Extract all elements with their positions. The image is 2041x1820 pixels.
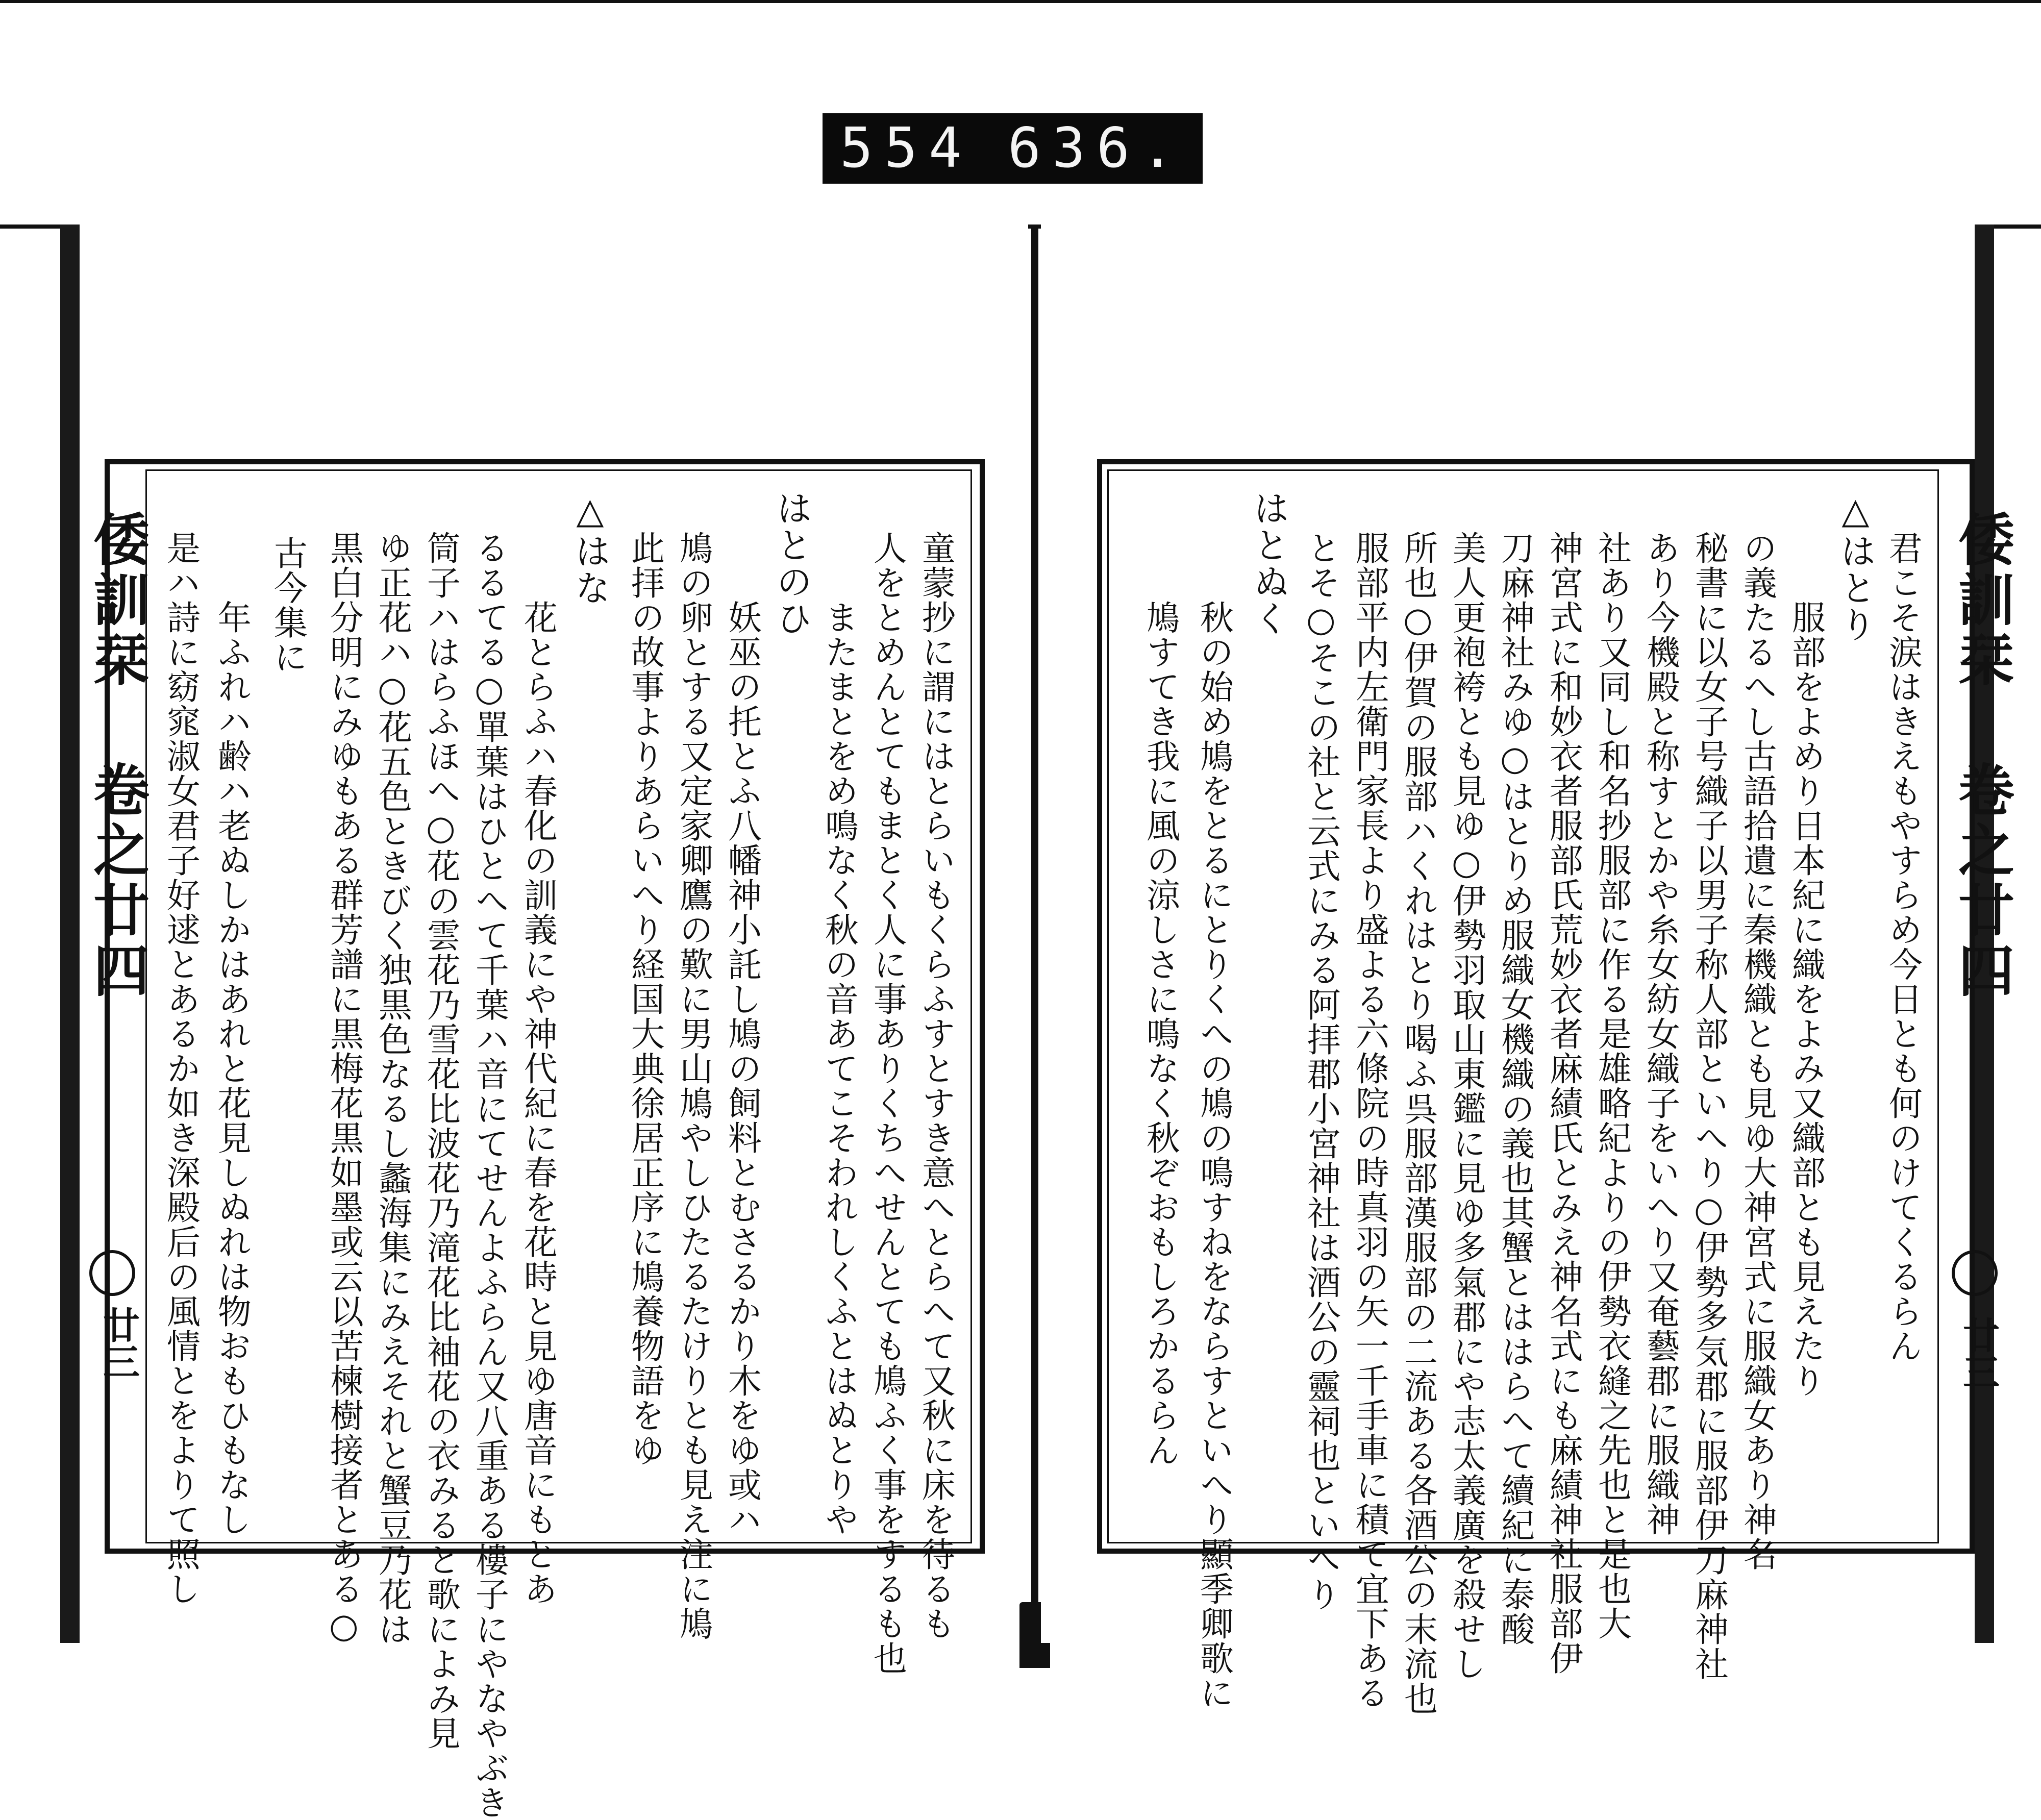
scan-top-rule	[0, 0, 2041, 3]
left-col-3: またまとをめ鳴なく秋の音あてこそわれしくふとはぬとりや	[819, 531, 859, 1537]
left-page-number: 554	[839, 116, 974, 180]
right-col-15: 秋の始め鳩をとるにとりくへの鳩の鳴すねをならすといへり顯季卿歌に	[1194, 531, 1234, 1710]
left-col-10: るるてる○單葉はひとへて千葉ハ音にてせんよふらん又八重ある樓子にやなやぶき	[469, 531, 509, 1820]
right-col-8: 神宮式に和妙衣者服部氏荒妙衣者麻績氏とみえ神名式にも麻績神社服部伊	[1544, 531, 1583, 1676]
right-col-12: 服部平内左衛門家長より盛よる六條院の時真羽の矢一千手車に積て宜下ある	[1350, 531, 1389, 1710]
right-col-14: はとぬく	[1248, 490, 1290, 637]
right-col-3: 服部をよめり日本紀に織をよみ又織部とも見えたり	[1786, 531, 1826, 1398]
left-col-4: はとのひ	[770, 490, 813, 637]
right-col-16: 鳩すてき我に風の涼しさに鳴なく秋ぞおもしろかるらん	[1140, 531, 1180, 1467]
left-col-7: 此拝の故事よりあらいへり経国大典徐居正序に鳩養物語をゆ	[625, 531, 665, 1467]
right-col-10: 美人更袍袴とも見ゆ○伊勢羽取山東鑑に見ゆ多氣郡にや志太義廣を殺せし	[1447, 531, 1486, 1681]
right-page-title: 倭訓栞 卷之廿四	[1949, 510, 2015, 1002]
right-col-6: あり今機殿と称すとかや糸女紡女織子をいへり又奄藝郡に服織神	[1640, 531, 1680, 1537]
left-col-12: ゆ正花ハ○花五色ときびく独黒色なるし蠡海集にみえそれと蟹豆乃花は	[372, 531, 412, 1647]
left-col-1: 童蒙抄に謂にはとらいもくらふすとすき意へとらへて又秋に床を待るも	[916, 531, 956, 1641]
left-col-5: 妖巫の托とふ八幡神小託し鳩の飼料とむさるかり木をゆ或ハ	[722, 531, 762, 1537]
left-page-circle-mark	[89, 1250, 135, 1296]
left-col-2: 人をとめんとてもまとく人に事ありくちへせんとても鳩ふく事をするも也	[867, 531, 907, 1676]
left-col-15: 年ふれハ齢ハ老ぬしかはあれと花見しぬれは物おもひもなし	[212, 531, 252, 1537]
left-col-13: 黒白分明にみゆもある群芳譜に黒梅花黒如墨或云以苦楝樹接者とある○	[324, 531, 364, 1647]
right-col-4: の義たるへし古語拾遺に秦機織とも見ゆ大神宮式に服織女あり神名	[1737, 531, 1777, 1572]
catalogue-number-label	[823, 113, 1203, 184]
left-page-folio: 廿三	[97, 1306, 140, 1380]
right-col-2: △はとり	[1834, 490, 1877, 643]
left-col-6: 鳩の卵とする又定家卿鷹の歎に男山鳩やしひたるたけりとも見え注に鳩	[674, 531, 713, 1641]
left-col-16: 是ハ詩に窈窕淑女君子好逑とあるか如き深殿后の風情とをよりて照し	[161, 531, 201, 1606]
book-spine	[1031, 225, 1038, 1653]
left-col-14: 古今集に	[268, 536, 308, 675]
right-col-1: 君こそ涙はきえもやすらめ今日とも何のけてくるらん	[1883, 531, 1923, 1363]
right-page-number: 636.	[1007, 116, 1186, 180]
right-col-11: 所也○伊賀の服部ハくれはとり喝ふ呉服部漢服部の二流ある各酒公の末流也	[1398, 531, 1438, 1716]
left-col-11: 筒子ハはらふほへ○花の雲花乃雪花比波花乃滝花比袖花の衣みると歌によみ見	[421, 531, 461, 1751]
right-page-folio: 廿三	[1957, 1316, 2000, 1390]
right-page-circle-mark	[1952, 1250, 1998, 1296]
right-col-7: 社あり又同し和名抄服部に作る是雄略紀よりの伊勢衣縫之先也と是也大	[1592, 531, 1632, 1641]
left-col-8: △はな	[569, 490, 611, 606]
left-col-9: 花とらふハ春化の訓義にや神代紀に春を花時と見ゆ唐音にもとあ	[518, 531, 558, 1606]
right-col-13: とそ○そこの社と云式にみる阿拝郡小宮神社は酒公の靈祠也といへり	[1301, 531, 1341, 1612]
right-col-9: 刀麻神社みゆ○はとりめ服織女機織の義也其蟹とははらへて續紀に泰酸	[1495, 531, 1535, 1647]
left-page-title: 倭訓栞 卷之廿四	[84, 510, 150, 1002]
right-col-5: 秘書に以女子号織子以男子称人部といへり○伊勢多気郡に服部伊刀麻神社	[1689, 531, 1729, 1681]
